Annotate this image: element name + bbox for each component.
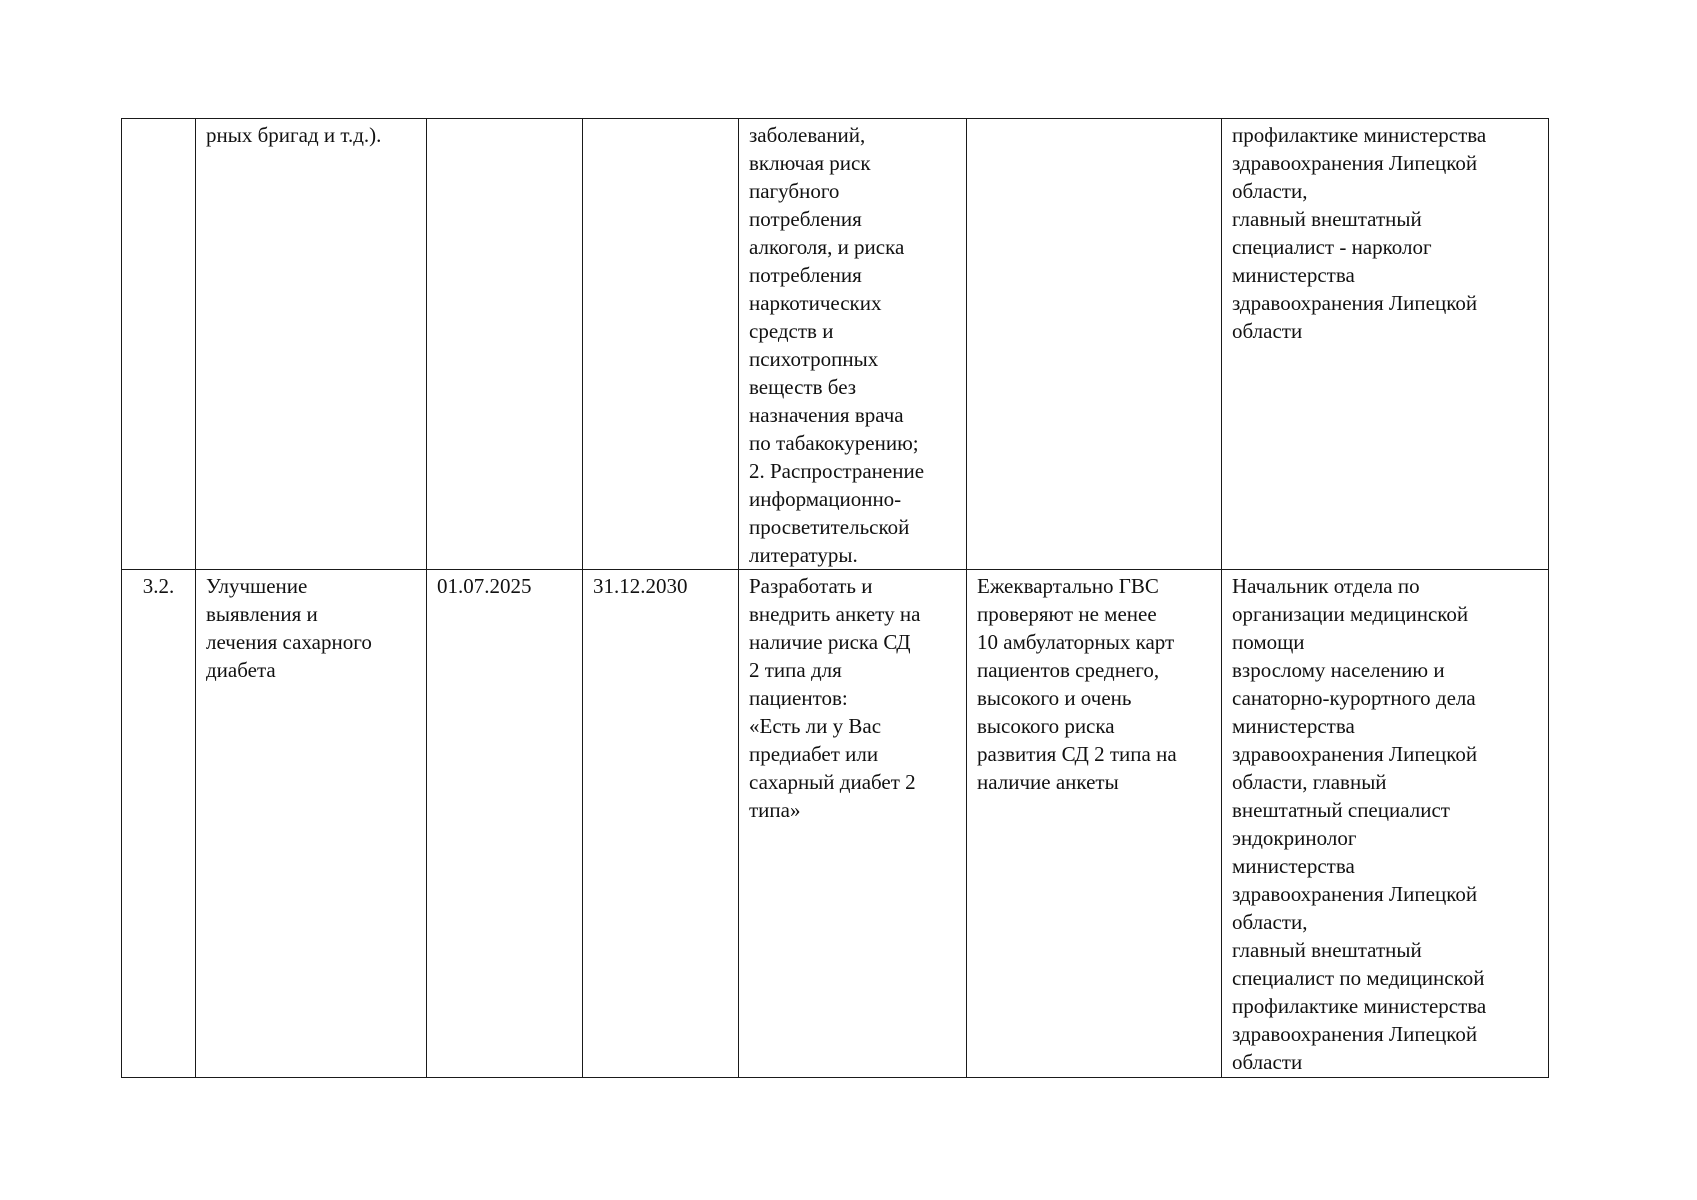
cell-number [122, 119, 196, 570]
cell-activity: рных бригад и т.д.). [196, 119, 427, 570]
cell-control: Ежеквартально ГВС проверяют не менее 10 амбулаторных карт пациентов среднего, высокого и очень высокого риска развития СД 2 типа на наличие анкеты [967, 570, 1222, 1078]
cell-description: заболеваний, включая риск пагубного потребления алкоголя, и риска потребления наркотических средств и психотропных веществ без назначения врача по табакокурению; 2. Распространение информационно- просветительской литературы. [739, 119, 967, 570]
cell-start-date: 01.07.2025 [427, 570, 583, 1078]
cell-description: Разработать и внедрить анкету на наличие риска СД 2 типа для пациентов: «Есть ли у Вас предиабет или сахарный диабет 2 типа» [739, 570, 967, 1078]
cell-control [967, 119, 1222, 570]
table-row [122, 570, 1549, 1078]
cell-number: 3.2. [122, 570, 196, 1078]
plan-table [121, 118, 1549, 1078]
cell-end-date: 31.12.2030 [583, 570, 739, 1078]
cell-end-date [583, 119, 739, 570]
cell-activity: Улучшение выявления и лечения сахарного диабета [196, 570, 427, 1078]
cell-responsible: Начальник отдела по организации медицинской помощи взрослому населению и санаторно-курортного дела министерства здравоохранения Липецкой области, главный внештатный специалист эндокринолог министерства здравоохранения Липецкой области, главный внештатный специалист по медицинской профилактике министерства здравоохранения Липецкой области [1222, 570, 1549, 1078]
table-row [122, 119, 1549, 570]
cell-responsible: профилактике министерства здравоохранения Липецкой области, главный внештатный специалист - нарколог министерства здравоохранения Липецкой области [1222, 119, 1549, 570]
cell-start-date [427, 119, 583, 570]
